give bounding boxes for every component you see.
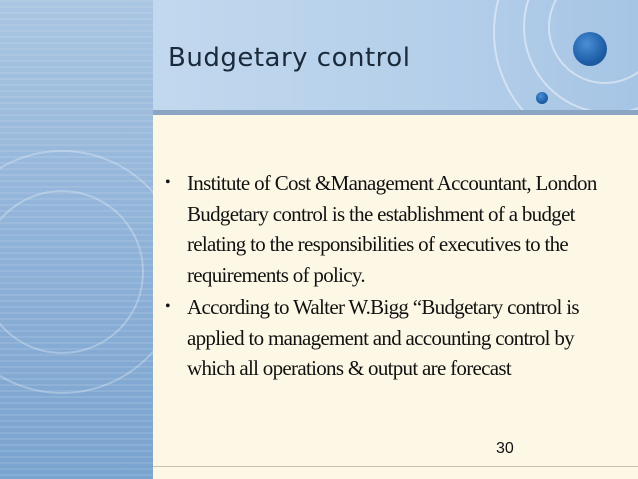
left-decorative-band: [0, 0, 153, 479]
footer-divider: [153, 466, 638, 467]
bullet-text: According to Walter W.Bigg “Budgetary control is applied to management and accounting control by which all operations & output are forecast: [187, 295, 579, 380]
bullet-text: Institute of Cost &Management Accountant, London Budgetary control is the establishment of a budget relating to the responsibilities of executives to the requirements of policy.: [187, 171, 597, 287]
page-number: 30: [496, 440, 514, 457]
slide-title: Budgetary control: [168, 43, 411, 73]
bullet-item: [163, 292, 618, 384]
bullet-icon: •: [165, 174, 170, 191]
bullet-item: [163, 168, 618, 290]
decor-circle-small: [536, 92, 548, 104]
decor-ring: [493, 0, 638, 110]
bullet-list: [163, 168, 618, 384]
slide-content: [163, 168, 618, 386]
title-divider: [153, 110, 638, 115]
decor-circle-large: [573, 32, 607, 66]
bullet-icon: •: [165, 298, 170, 315]
